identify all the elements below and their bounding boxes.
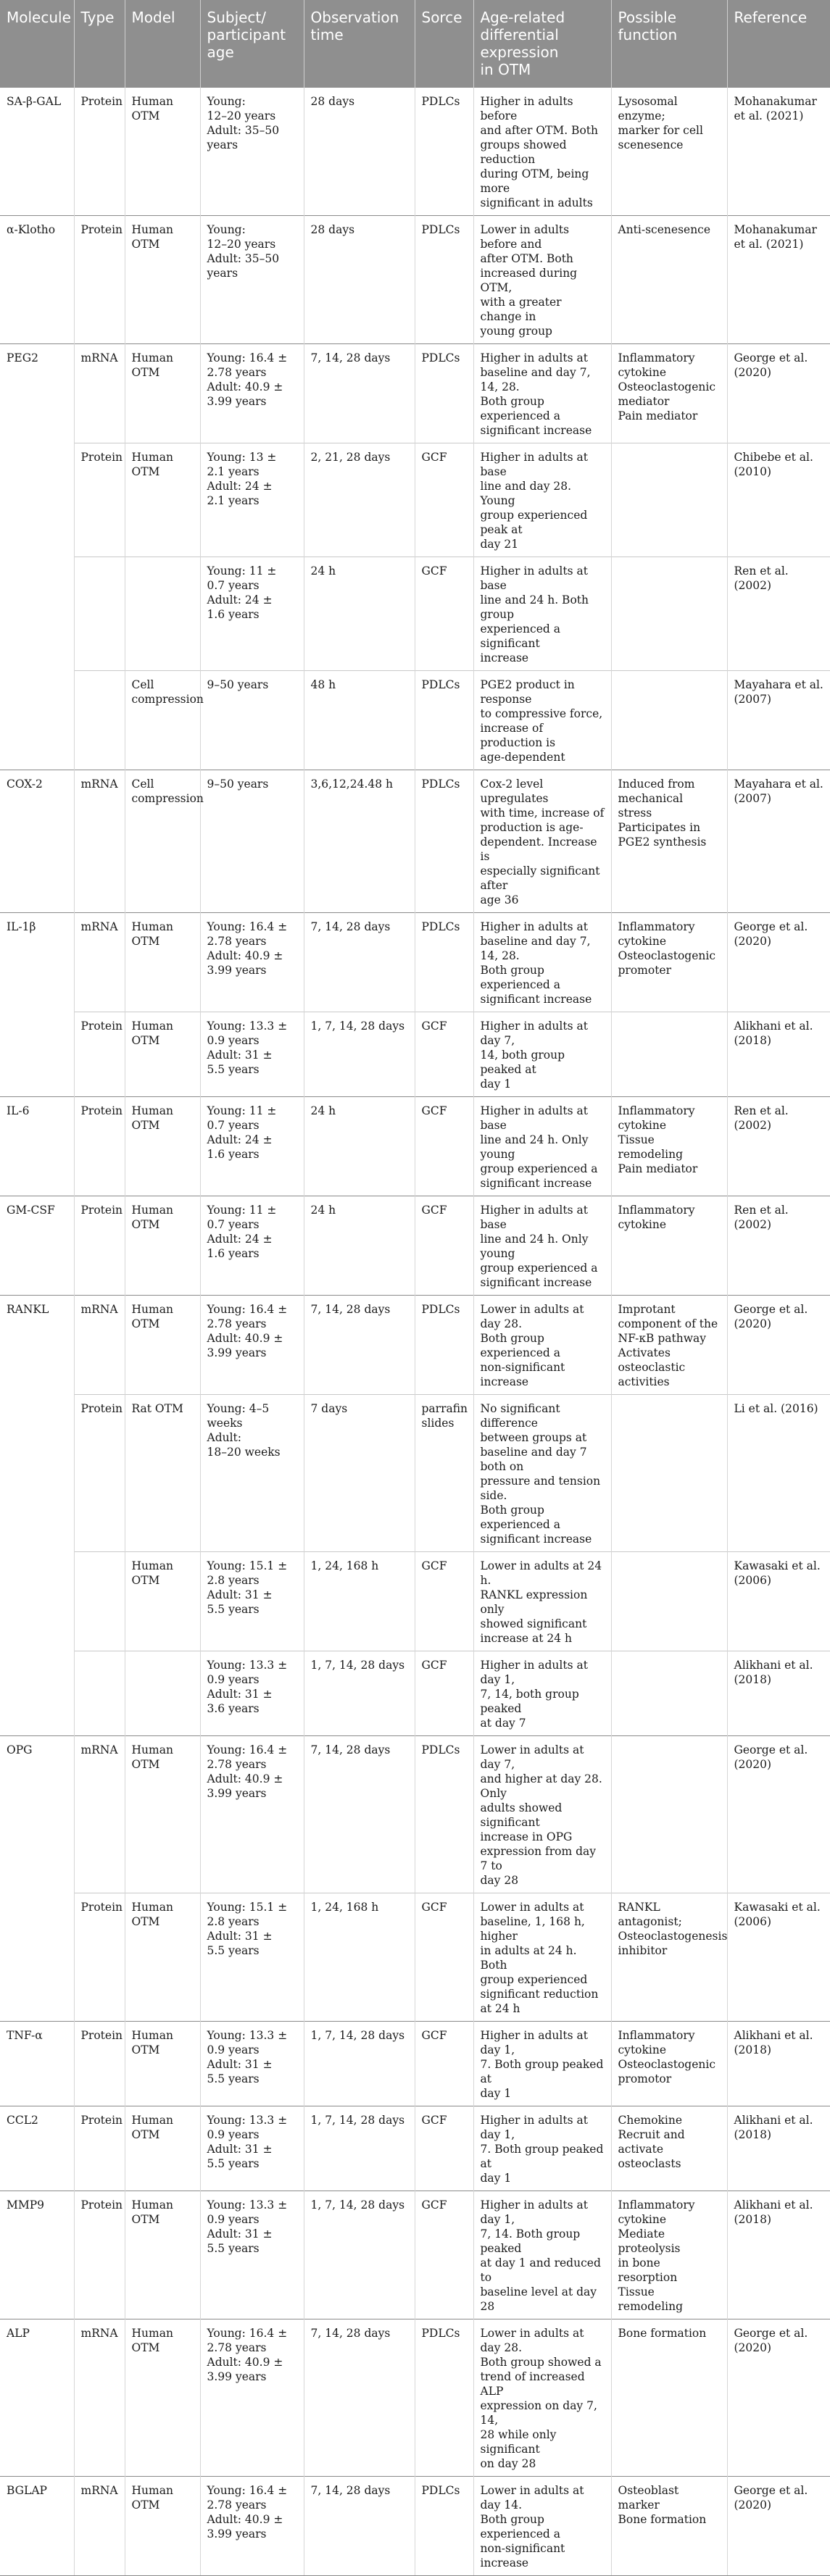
cell-type: Protein (74, 2106, 125, 2191)
cell-expression: Lower in adults before and after OTM. Both increased during OTM, with a greater change in young group (473, 216, 611, 344)
cell-reference: Mayahara et al. (2007) (727, 671, 830, 770)
cell-molecule (0, 443, 74, 557)
cell-reference: Mayahara et al. (2007) (727, 770, 830, 913)
cell-type: mRNA (74, 2319, 125, 2477)
cell-type: mRNA (74, 1296, 125, 1395)
cell-type: Protein (74, 88, 125, 216)
cell-type: Protein (74, 2191, 125, 2319)
cell-observation-time: 2, 21, 28 days (304, 443, 415, 557)
cell-expression: PGE2 product in response to compressive force, increase of production is age-dependent (473, 671, 611, 770)
cell-function: Inflammatory cytokine Osteoclastogenic promotor (611, 2022, 727, 2106)
cell-source: PDLCs (415, 671, 473, 770)
cell-source: GCF (415, 2106, 473, 2191)
cell-model: Human OTM (125, 1012, 200, 1097)
header-source: Sorce (415, 0, 473, 88)
cell-observation-time: 7, 14, 28 days (304, 344, 415, 443)
cell-type: mRNA (74, 344, 125, 443)
cell-function: Chemokine Recruit and activate osteoclasts (611, 2106, 727, 2191)
cell-function (611, 1651, 727, 1736)
cell-observation-time: 7, 14, 28 days (304, 1296, 415, 1395)
cell-type (74, 1651, 125, 1736)
cell-expression: Higher in adults at day 1, 7. Both group peaked at day 1 (473, 2106, 611, 2191)
cell-subject-age: Young: 11 ± 0.7 years Adult: 24 ± 1.6 years (200, 557, 304, 671)
cell-observation-time: 28 days (304, 88, 415, 216)
cell-model (125, 1651, 200, 1736)
cell-model: Human OTM (125, 2319, 200, 2477)
cell-source: PDLCs (415, 2319, 473, 2477)
cell-function: Inflammatory cytokine Mediate proteolysis in bone resorption Tissue remodeling (611, 2191, 727, 2319)
cell-reference: Mohanakumar et al. (2021) (727, 216, 830, 344)
cell-model: Cell compression (125, 770, 200, 913)
cell-observation-time: 7, 14, 28 days (304, 1736, 415, 1893)
header-row (0, 0, 830, 88)
cell-observation-time: 1, 7, 14, 28 days (304, 1012, 415, 1097)
cell-type: Protein (74, 2022, 125, 2106)
cell-function: Inflammatory cytokine (611, 1196, 727, 1296)
table-row (0, 2106, 830, 2191)
cell-expression: Higher in adults before and after OTM. Both groups showed reduction during OTM, being more significant in adults (473, 88, 611, 216)
table-row (0, 913, 830, 1012)
table-row (0, 770, 830, 913)
cell-subject-age: Young: 11 ± 0.7 years Adult: 24 ± 1.6 years (200, 1097, 304, 1196)
cell-subject-age: Young: 4–5 weeks Adult: 18–20 weeks (200, 1395, 304, 1552)
cell-function: Osteoblast marker Bone formation (611, 2477, 727, 2576)
cell-model: Human OTM (125, 1552, 200, 1651)
cell-reference: Chibebe et al. (2010) (727, 443, 830, 557)
cell-expression: Higher in adults at day 1, 7, 14. Both group peaked at day 1 and reduced to baseline level at day 28 (473, 2191, 611, 2319)
cell-observation-time: 24 h (304, 557, 415, 671)
cell-expression: Lower in adults at day 28. Both group showed a trend of increased ALP expression on day 7, 14, 28 while only significant on day 28 (473, 2319, 611, 2477)
cell-subject-age: Young: 16.4 ± 2.78 years Adult: 40.9 ± 3.99 years (200, 1296, 304, 1395)
cell-model: Rat OTM (125, 1395, 200, 1552)
cell-type: Protein (74, 443, 125, 557)
cell-source: PDLCs (415, 88, 473, 216)
cell-model: Human OTM (125, 443, 200, 557)
cell-molecule (0, 1893, 74, 2022)
cell-reference: Alikhani et al. (2018) (727, 2022, 830, 2106)
cell-molecule: CCL2 (0, 2106, 74, 2191)
cell-model: Human OTM (125, 216, 200, 344)
header-possible-function: Possible function (611, 0, 727, 88)
table-row (0, 1012, 830, 1097)
cell-model: Cell compression (125, 671, 200, 770)
header-observation-time: Observation time (304, 0, 415, 88)
cell-model: Human OTM (125, 2106, 200, 2191)
cell-subject-age: Young: 12–20 years Adult: 35–50 years (200, 216, 304, 344)
cell-molecule: BGLAP (0, 2477, 74, 2576)
cell-subject-age: Young: 16.4 ± 2.78 years Adult: 40.9 ± 3.99 years (200, 1736, 304, 1893)
cell-function (611, 1552, 727, 1651)
cell-observation-time: 24 h (304, 1097, 415, 1196)
cell-observation-time: 7, 14, 28 days (304, 913, 415, 1012)
table-row (0, 88, 830, 216)
cell-reference: Kawasaki et al. (2006) (727, 1893, 830, 2022)
table-row (0, 1552, 830, 1651)
cell-molecule: IL-6 (0, 1097, 74, 1196)
cell-model: Human OTM (125, 2191, 200, 2319)
cell-reference: Alikhani et al. (2018) (727, 1651, 830, 1736)
table-row (0, 1296, 830, 1395)
table-row (0, 1395, 830, 1552)
cell-subject-age: Young: 15.1 ± 2.8 years Adult: 31 ± 5.5 years (200, 1893, 304, 2022)
cell-function (611, 557, 727, 671)
cell-observation-time: 48 h (304, 671, 415, 770)
cell-observation-time: 1, 24, 168 h (304, 1893, 415, 2022)
cell-type (74, 671, 125, 770)
cell-model: Human OTM (125, 1097, 200, 1196)
cell-source: PDLCs (415, 216, 473, 344)
cell-source: PDLCs (415, 344, 473, 443)
cell-subject-age: Young: 16.4 ± 2.78 years Adult: 40.9 ± 3.99 years (200, 913, 304, 1012)
table-row (0, 443, 830, 557)
cell-molecule: RANKL (0, 1296, 74, 1395)
cell-type: mRNA (74, 770, 125, 913)
cell-function: Induced from mechanical stress Participates in PGE2 synthesis (611, 770, 727, 913)
cell-reference: Kawasaki et al. (2006) (727, 1552, 830, 1651)
cell-reference: Ren et al. (2002) (727, 1196, 830, 1296)
cell-molecule: GM-CSF (0, 1196, 74, 1296)
cell-molecule (0, 557, 74, 671)
cell-expression: Lower in adults at day 28. Both group experienced a non-significant increase (473, 1296, 611, 1395)
table-row (0, 2319, 830, 2477)
cell-source: GCF (415, 2022, 473, 2106)
cell-reference: Li et al. (2016) (727, 1395, 830, 1552)
cell-model: Human OTM (125, 344, 200, 443)
cell-function: Inflammatory cytokine Tissue remodeling Pain mediator (611, 1097, 727, 1196)
cell-molecule (0, 1552, 74, 1651)
cell-expression: No significant difference between groups at baseline and day 7 both on pressure and tension side. Both group experienced a significant increase (473, 1395, 611, 1552)
cell-expression: Lower in adults at day 14. Both group experienced a non-significant increase (473, 2477, 611, 2576)
cell-reference: Ren et al. (2002) (727, 557, 830, 671)
cell-reference: George et al. (2020) (727, 344, 830, 443)
cell-function: Anti-scenesence (611, 216, 727, 344)
cell-observation-time: 7 days (304, 1395, 415, 1552)
cell-source: GCF (415, 1893, 473, 2022)
cell-function: RANKL antagonist; Osteoclastogenesis inhibitor (611, 1893, 727, 2022)
cell-function: Lysosomal enzyme; marker for cell scenesence (611, 88, 727, 216)
cell-function: Improtant component of the NF-κB pathway Activates osteoclastic activities (611, 1296, 727, 1395)
cell-molecule: ALP (0, 2319, 74, 2477)
cell-model (125, 557, 200, 671)
cell-model: Human OTM (125, 1296, 200, 1395)
cell-observation-time: 1, 7, 14, 28 days (304, 1651, 415, 1736)
cell-model: Human OTM (125, 88, 200, 216)
cell-expression: Lower in adults at 24 h. RANKL expression only showed significant increase at 24 h (473, 1552, 611, 1651)
cell-reference: George et al. (2020) (727, 1296, 830, 1395)
cell-subject-age: Young: 16.4 ± 2.78 years Adult: 40.9 ± 3.99 years (200, 344, 304, 443)
cell-expression: Lower in adults at day 7, and higher at day 28. Only adults showed significant increase in OPG expression from day 7 to day 28 (473, 1736, 611, 1893)
cell-molecule: TNF-α (0, 2022, 74, 2106)
table-row (0, 1651, 830, 1736)
cell-molecule: OPG (0, 1736, 74, 1893)
cell-expression: Higher in adults at base line and 24 h. Only young group experienced a significant increase (473, 1196, 611, 1296)
cell-observation-time: 7, 14, 28 days (304, 2319, 415, 2477)
table-row (0, 216, 830, 344)
cell-source: PDLCs (415, 2477, 473, 2576)
cell-expression: Higher in adults at day 1, 7, 14, both group peaked at day 7 (473, 1651, 611, 1736)
cell-type: mRNA (74, 913, 125, 1012)
cell-reference: George et al. (2020) (727, 913, 830, 1012)
header-molecule: Molecule (0, 0, 74, 88)
cell-observation-time: 1, 24, 168 h (304, 1552, 415, 1651)
header-type: Type (74, 0, 125, 88)
cell-source: PDLCs (415, 770, 473, 913)
cell-observation-time: 1, 7, 14, 28 days (304, 2106, 415, 2191)
cell-molecule: IL-1β (0, 913, 74, 1012)
cell-source: GCF (415, 2191, 473, 2319)
table-row (0, 1893, 830, 2022)
cell-source: GCF (415, 443, 473, 557)
cell-observation-time: 1, 7, 14, 28 days (304, 2191, 415, 2319)
cell-subject-age: Young: 11 ± 0.7 years Adult: 24 ± 1.6 years (200, 1196, 304, 1296)
table-header (0, 0, 830, 88)
header-age-related-expression: Age-related differential expression in OTM (473, 0, 611, 88)
cell-type: Protein (74, 1097, 125, 1196)
cell-source: GCF (415, 1196, 473, 1296)
cell-type: Protein (74, 216, 125, 344)
cell-reference: Ren et al. (2002) (727, 1097, 830, 1196)
table-row (0, 1097, 830, 1196)
table-row (0, 1196, 830, 1296)
cell-function (611, 443, 727, 557)
cell-observation-time: 24 h (304, 1196, 415, 1296)
cell-subject-age: Young: 13 ± 2.1 years Adult: 24 ± 2.1 years (200, 443, 304, 557)
cell-subject-age: Young: 12–20 years Adult: 35–50 years (200, 88, 304, 216)
cell-reference: George et al. (2020) (727, 1736, 830, 1893)
cell-subject-age: Young: 16.4 ± 2.78 years Adult: 40.9 ± 3.99 years (200, 2319, 304, 2477)
cell-subject-age: 9–50 years (200, 770, 304, 913)
header-subject-age: Subject/ participant age (200, 0, 304, 88)
cell-molecule: SA-β-GAL (0, 88, 74, 216)
cell-function (611, 1012, 727, 1097)
cell-function (611, 1736, 727, 1893)
cell-subject-age: Young: 16.4 ± 2.78 years Adult: 40.9 ± 3.99 years (200, 2477, 304, 2576)
header-reference: Reference (727, 0, 830, 88)
cell-reference: Alikhani et al. (2018) (727, 1012, 830, 1097)
cell-model: Human OTM (125, 2022, 200, 2106)
cell-subject-age: Young: 13.3 ± 0.9 years Adult: 31 ± 3.6 years (200, 1651, 304, 1736)
cell-expression: Higher in adults at base line and day 28. Young group experienced peak at day 21 (473, 443, 611, 557)
cell-molecule: COX-2 (0, 770, 74, 913)
cell-expression: Higher in adults at baseline and day 7, 14, 28. Both group experienced a significant increase (473, 344, 611, 443)
cell-subject-age: Young: 13.3 ± 0.9 years Adult: 31 ± 5.5 years (200, 2106, 304, 2191)
cell-expression: Higher in adults at baseline and day 7, 14, 28. Both group experienced a significant increase (473, 913, 611, 1012)
cell-type: mRNA (74, 2477, 125, 2576)
cell-type: Protein (74, 1893, 125, 2022)
cell-subject-age: 9–50 years (200, 671, 304, 770)
cell-model: Human OTM (125, 1736, 200, 1893)
cell-type: mRNA (74, 1736, 125, 1893)
cell-expression: Higher in adults at base line and 24 h. Only young group experienced a significant increase (473, 1097, 611, 1196)
cell-type: Protein (74, 1196, 125, 1296)
cell-molecule (0, 1395, 74, 1552)
cell-subject-age: Young: 13.3 ± 0.9 years Adult: 31 ± 5.5 years (200, 1012, 304, 1097)
cell-source: GCF (415, 1097, 473, 1196)
table-row (0, 1736, 830, 1893)
cell-function: Bone formation (611, 2319, 727, 2477)
cell-expression: Lower in adults at baseline, 1, 168 h, higher in adults at 24 h. Both group experienced significant reduction at 24 h (473, 1893, 611, 2022)
cell-type: Protein (74, 1012, 125, 1097)
cell-molecule (0, 1012, 74, 1097)
cell-model: Human OTM (125, 913, 200, 1012)
table-body (0, 88, 830, 2576)
cell-function: Inflammatory cytokine Osteoclastogenic promoter (611, 913, 727, 1012)
cell-observation-time: 3,6,12,24.48 h (304, 770, 415, 913)
cell-subject-age: Young: 13.3 ± 0.9 years Adult: 31 ± 5.5 years (200, 2191, 304, 2319)
cell-expression: Higher in adults at day 1, 7. Both group peaked at day 1 (473, 2022, 611, 2106)
cell-model: Human OTM (125, 2477, 200, 2576)
cell-expression: Higher in adults at base line and 24 h. Both group experienced a significant increase (473, 557, 611, 671)
cell-expression: Higher in adults at day 7, 14, both group peaked at day 1 (473, 1012, 611, 1097)
cell-expression: Cox-2 level upregulates with time, increase of production is age- dependent. Increase is especially significant after age 36 (473, 770, 611, 913)
header-model: Model (125, 0, 200, 88)
cell-observation-time: 1, 7, 14, 28 days (304, 2022, 415, 2106)
table-row (0, 344, 830, 443)
table-row (0, 2477, 830, 2576)
cell-type: Protein (74, 1395, 125, 1552)
cell-source: PDLCs (415, 913, 473, 1012)
cell-source: GCF (415, 1651, 473, 1736)
table-row (0, 2191, 830, 2319)
cell-reference: George et al. (2020) (727, 2319, 830, 2477)
cell-reference: Alikhani et al. (2018) (727, 2106, 830, 2191)
table-row (0, 557, 830, 671)
table-row (0, 671, 830, 770)
cell-reference: Mohanakumar et al. (2021) (727, 88, 830, 216)
cell-source: parrafin slides (415, 1395, 473, 1552)
cell-source: GCF (415, 1012, 473, 1097)
cell-molecule: α-Klotho (0, 216, 74, 344)
cell-model: Human OTM (125, 1196, 200, 1296)
cell-molecule (0, 1651, 74, 1736)
cell-molecule: MMP9 (0, 2191, 74, 2319)
cell-function (611, 1395, 727, 1552)
cell-molecule (0, 671, 74, 770)
table-row (0, 2022, 830, 2106)
cell-observation-time: 28 days (304, 216, 415, 344)
cell-type (74, 1552, 125, 1651)
cell-molecule: PEG2 (0, 344, 74, 443)
cell-observation-time: 7, 14, 28 days (304, 2477, 415, 2576)
cell-type (74, 557, 125, 671)
cell-source: PDLCs (415, 1736, 473, 1893)
cell-subject-age: Young: 15.1 ± 2.8 years Adult: 31 ± 5.5 years (200, 1552, 304, 1651)
cell-function: Inflammatory cytokine Osteoclastogenic mediator Pain mediator (611, 344, 727, 443)
cell-reference: George et al. (2020) (727, 2477, 830, 2576)
cell-subject-age: Young: 13.3 ± 0.9 years Adult: 31 ± 5.5 years (200, 2022, 304, 2106)
cell-function (611, 671, 727, 770)
cell-source: PDLCs (415, 1296, 473, 1395)
cell-reference: Alikhani et al. (2018) (727, 2191, 830, 2319)
cell-model: Human OTM (125, 1893, 200, 2022)
cell-source: GCF (415, 557, 473, 671)
cell-source: GCF (415, 1552, 473, 1651)
